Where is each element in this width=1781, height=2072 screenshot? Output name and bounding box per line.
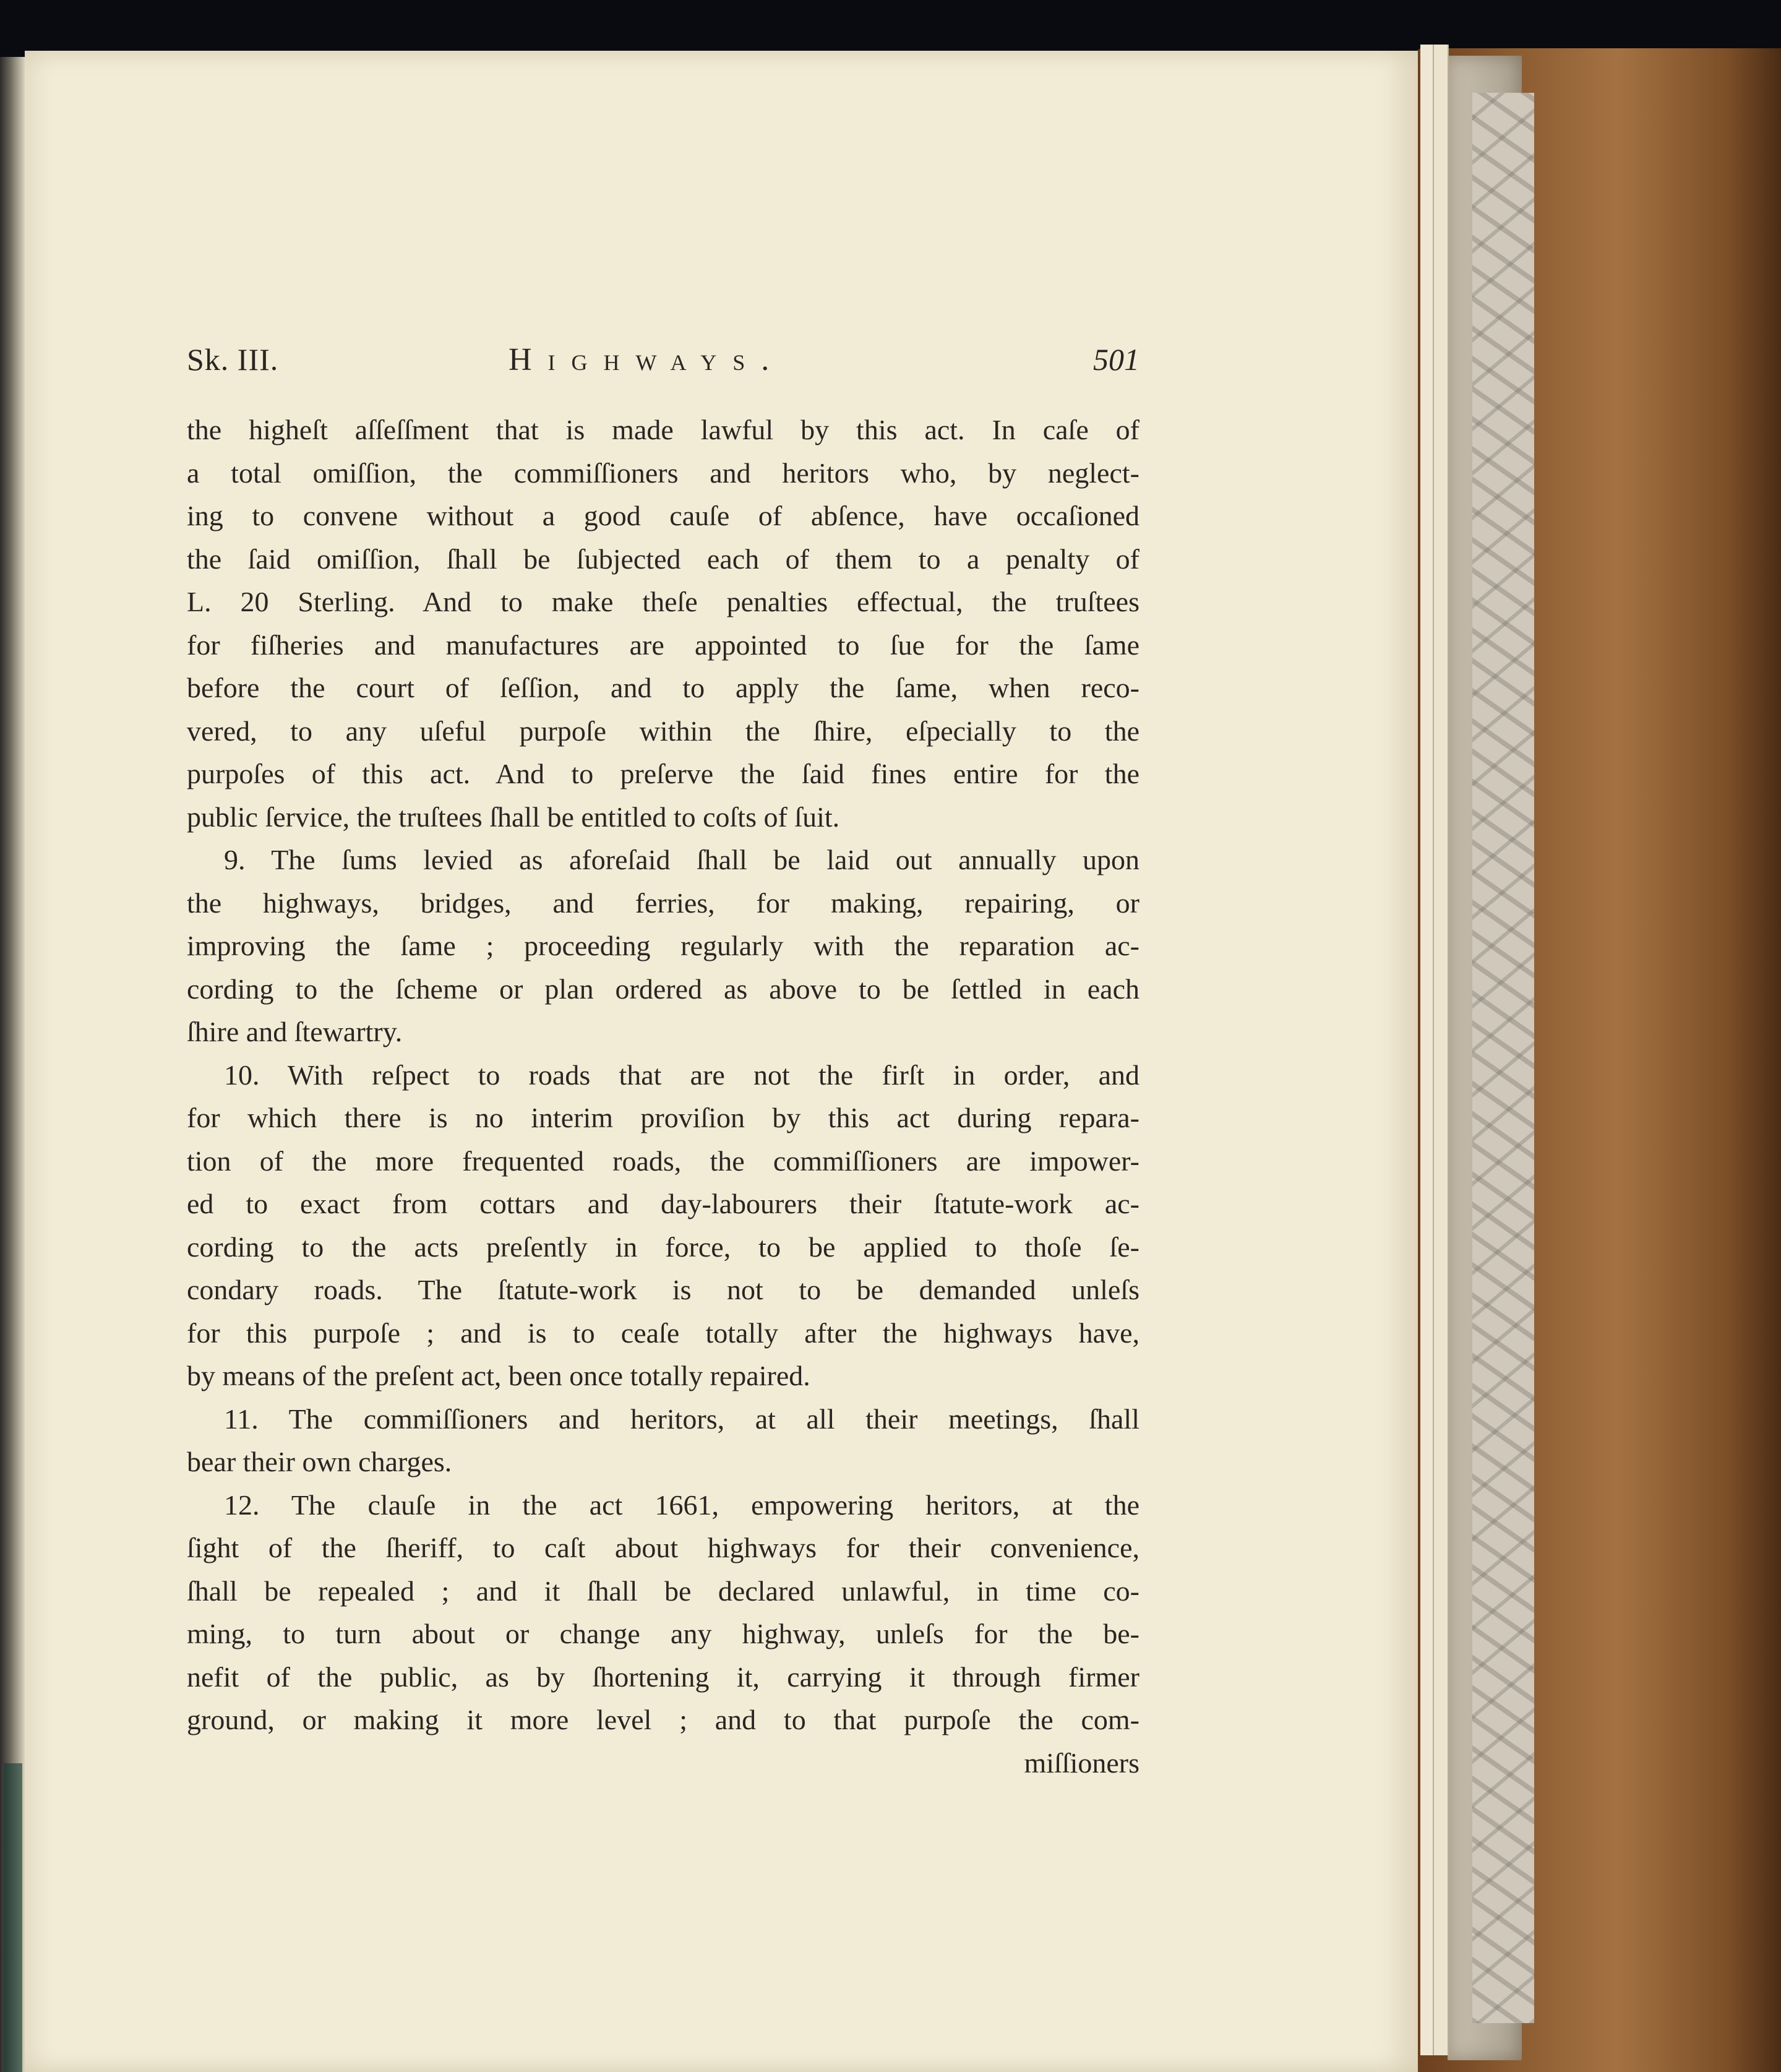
paragraph-start-line: 10. With reſpect to roads that are not the firſt in order, and — [224, 1059, 1139, 1091]
text-line: tion of the more frequented roads, the commiſſioners are impower- — [187, 1145, 1139, 1177]
text-line: the higheſt aſſeſſment that is made lawful by this act. In caſe of — [187, 414, 1139, 445]
text-line: ing to convene without a good cauſe of abſence, have occaſioned — [187, 500, 1139, 531]
text-line: a total omiſſion, the commiſſioners and heritors who, by neglect- — [187, 457, 1139, 489]
text-line: ſight of the ſheriff, to caſt about highways for their convenience, — [187, 1532, 1139, 1563]
paragraph-start-line: 9. The ſums levied as aforeſaid ſhall be laid out annually upon — [224, 844, 1139, 875]
text-line: condary roads. The ſtatute-work is not to be demanded unleſs — [187, 1274, 1139, 1305]
running-head — [187, 342, 1139, 391]
text-line: cording to the acts preſently in force, to be applied to thoſe ſe- — [187, 1231, 1139, 1263]
catchword: miſſioners — [1024, 1747, 1139, 1779]
text-line: improving the ſame ; proceeding regularly with the reparation ac- — [187, 930, 1139, 961]
page-number: 501 — [1093, 342, 1139, 377]
section-label: Sk. III. — [187, 342, 279, 377]
marbled-endpaper — [1472, 93, 1534, 2023]
text-line: public ſervice, the truſtees ſhall be entitled to coſts of ſuit. — [187, 801, 840, 833]
text-line: purpoſes of this act. And to preſerve the ſaid fines entire for the — [187, 758, 1139, 789]
binding-cloth — [4, 1763, 22, 2072]
page-stack-2 — [1420, 45, 1434, 2055]
text-line: for this purpoſe ; and is to ceaſe totally after the highways have, — [187, 1317, 1139, 1349]
text-line: the highways, bridges, and ferries, for making, repairing, or — [187, 887, 1139, 919]
paragraph-start-line: 12. The clauſe in the act 1661, empowering heritors, at the — [224, 1489, 1139, 1521]
text-line: ſhire and ſtewartry. — [187, 1016, 403, 1047]
text-line: for which there is no interim proviſion by this act during repara- — [187, 1102, 1139, 1133]
text-line: before the court of ſeſſion, and to apply the ſame, when reco- — [187, 672, 1139, 703]
book-page — [25, 51, 1418, 2072]
text-line: the ſaid omiſſion, ſhall be ſubjected each of them to a penalty of — [187, 543, 1139, 575]
text-line: ed to exact from cottars and day-labourers their ſtatute-work ac- — [187, 1188, 1139, 1219]
text-line: L. 20 Sterling. And to make theſe penalties effectual, the truſtees — [187, 586, 1139, 617]
text-line: vered, to any uſeful purpoſe within the ſhire, eſpecially to the — [187, 715, 1139, 747]
text-line: ſhall be repealed ; and it ſhall be declared unlawful, in time co- — [187, 1575, 1139, 1607]
text-line: for fiſheries and manufactures are appointed to ſue for the ſame — [187, 629, 1139, 661]
text-line: bear their own charges. — [187, 1446, 452, 1477]
body-text — [187, 408, 1139, 1784]
paragraph-start-line: 11. The commiſſioners and heritors, at all their meetings, ſhall — [224, 1403, 1139, 1435]
running-title: Highways. — [509, 342, 786, 377]
text-line: cording to the ſcheme or plan ordered as above to be ſettled in each — [187, 973, 1139, 1005]
text-line: nefit of the public, as by ſhortening it, carrying it through firmer — [187, 1661, 1139, 1693]
text-line: by means of the preſent act, been once totally repaired. — [187, 1360, 810, 1391]
text-line: ground, or making it more level ; and to that purpoſe the com- — [187, 1704, 1139, 1735]
text-line: ming, to turn about or change any highway, unleſs for the be- — [187, 1618, 1139, 1649]
